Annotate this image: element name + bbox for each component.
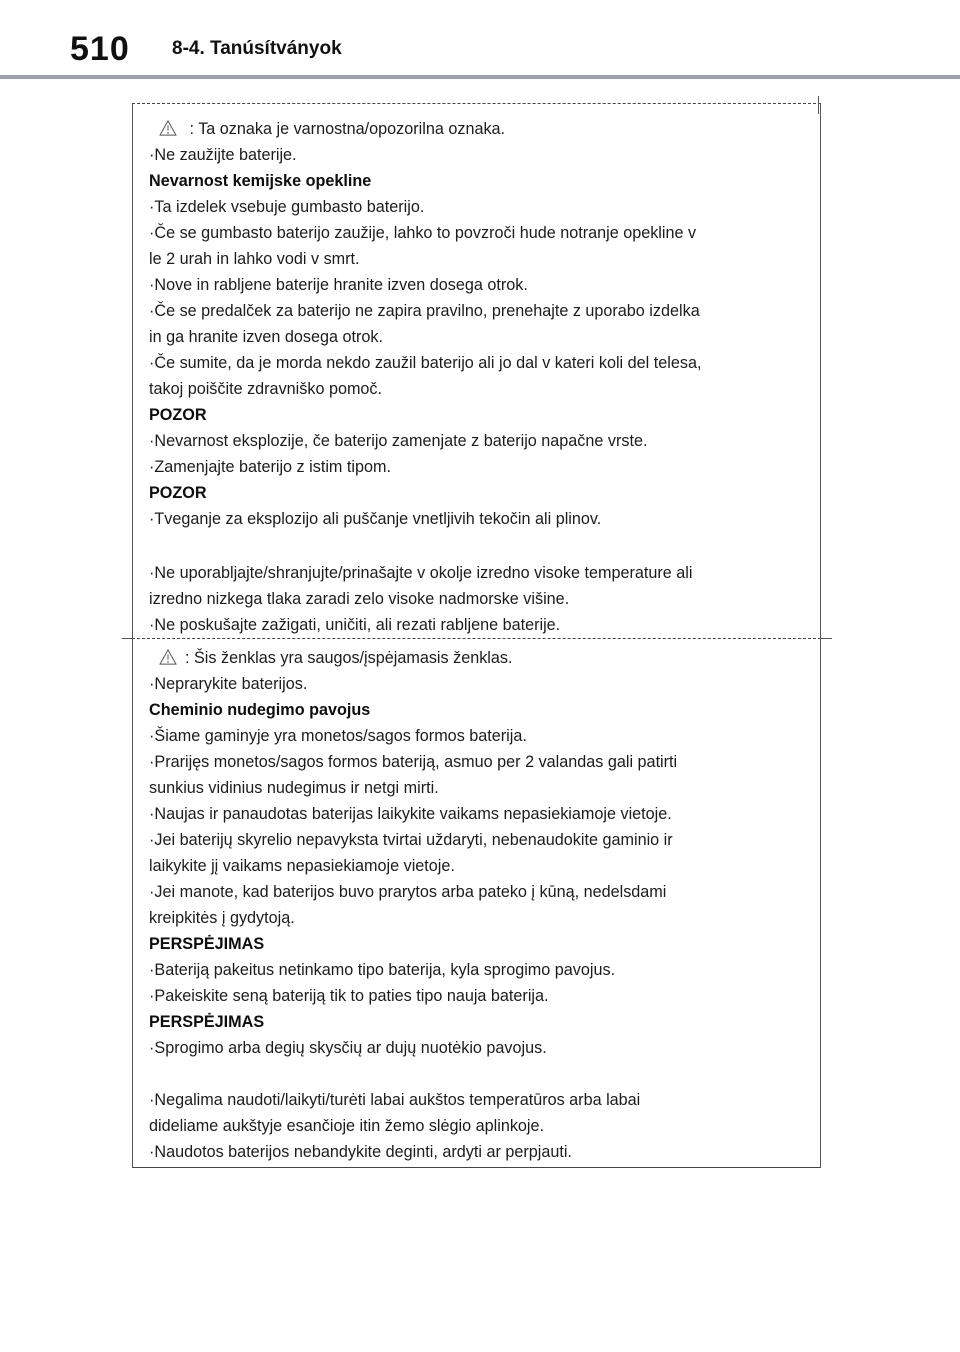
lithuanian-line: ·Neprarykite baterijos. — [149, 675, 308, 693]
slovenian-heading: POZOR — [149, 484, 207, 502]
lithuanian-line: ·Naujas ir panaudotas baterijas laikykite vaikams nepasiekiamoje vietoje. — [149, 805, 672, 823]
slovenian-warning-box — [132, 103, 821, 639]
slovenian-line: ·Zamenjajte baterijo z istim tipom. — [149, 458, 391, 476]
lithuanian-line-text: : Šis ženklas yra saugos/įspėjamasis ženklas. — [185, 649, 513, 667]
page-number: 510 — [70, 30, 130, 68]
lithuanian-line: sunkius vidinius nudegimus ir netgi mirti. — [149, 779, 439, 797]
lithuanian-line — [149, 649, 513, 668]
slovenian-line: ·Nevarnost eksplozije, če baterijo zamenjate z baterijo napačne vrste. — [149, 432, 648, 450]
lithuanian-line: ·Bateriją pakeitus netinkamo tipo baterija, kyla sprogimo pavojus. — [149, 961, 616, 979]
slovenian-line: izredno nizkega tlaka zaradi zelo visoke nadmorske višine. — [149, 590, 570, 608]
slovenian-line: ·Če se predalček za baterijo ne zapira pravilno, prenehajte z uporabo izdelka — [149, 302, 700, 320]
lithuanian-line: ·Negalima naudoti/laikyti/turėti labai aukštos temperatūros arba labai — [149, 1091, 641, 1109]
slovenian-line: ·Ne poskušajte zažigati, uničiti, ali rezati rabljene baterije. — [149, 616, 561, 634]
slovenian-line: in ga hranite izven dosega otrok. — [149, 328, 383, 346]
slovenian-line: ·Če sumite, da je morda nekdo zaužil baterijo ali jo dal v kateri koli del telesa, — [149, 354, 702, 372]
warning-triangle-icon — [159, 120, 177, 136]
lithuanian-heading: PERSPĖJIMAS — [149, 1013, 265, 1031]
corner-tick-middle-right — [818, 638, 832, 639]
slovenian-line: ·Ta izdelek vsebuje gumbasto baterijo. — [149, 198, 425, 216]
section-title: 8-4. Tanúsítványok — [172, 38, 342, 59]
corner-tick-top-right — [818, 96, 819, 114]
warning-triangle-icon — [159, 649, 177, 665]
page-header — [0, 0, 960, 80]
lithuanian-heading: Cheminio nudegimo pavojus — [149, 701, 371, 719]
lithuanian-line: ·Šiame gaminyje yra monetos/sagos formos baterija. — [149, 727, 527, 745]
lithuanian-line: ·Prarijęs monetos/sagos formos bateriją, asmuo per 2 valandas gali patirti — [149, 753, 678, 771]
lithuanian-line: laikykite jį vaikams nepasiekiamoje vietoje. — [149, 857, 455, 875]
slovenian-heading: Nevarnost kemijske opekline — [149, 172, 372, 190]
lithuanian-warning-box — [132, 638, 821, 1168]
header-rule — [0, 75, 960, 79]
slovenian-line: ·Ne uporabljajte/shranjujte/prinašajte v okolje izredno visoke temperature ali — [149, 564, 693, 582]
slovenian-line — [149, 120, 505, 139]
lithuanian-line: ·Jei baterijų skyrelio nepavyksta tvirtai uždaryti, nebenaudokite gaminio ir — [149, 831, 673, 849]
lithuanian-heading: PERSPĖJIMAS — [149, 935, 265, 953]
slovenian-line: takoj poiščite zdravniško pomoč. — [149, 380, 383, 398]
lithuanian-line: ·Naudotos baterijos nebandykite deginti, ardyti ar perpjauti. — [149, 1143, 572, 1161]
lithuanian-line: dideliame aukštyje esančioje itin žemo slėgio aplinkoje. — [149, 1117, 545, 1135]
lithuanian-line: kreipkitės į gydytoją. — [149, 909, 295, 927]
slovenian-line: ·Nove in rabljene baterije hranite izven dosega otrok. — [149, 276, 528, 294]
lithuanian-line: ·Sprogimo arba degių skysčių ar dujų nuotėkio pavojus. — [149, 1039, 547, 1057]
lithuanian-line: ·Jei manote, kad baterijos buvo prarytos arba pateko į kūną, nedelsdami — [149, 883, 667, 901]
slovenian-line: ·Ne zaužijte baterije. — [149, 146, 297, 164]
corner-tick-middle-left — [122, 638, 134, 639]
lithuanian-line: ·Pakeiskite seną bateriją tik to paties tipo nauja baterija. — [149, 987, 549, 1005]
slovenian-line: le 2 urah in lahko vodi v smrt. — [149, 250, 360, 268]
slovenian-heading: POZOR — [149, 406, 207, 424]
slovenian-line: ·Tveganje za eksplozijo ali puščanje vnetljivih tekočin ali plinov. — [149, 510, 602, 528]
slovenian-line-text: : Ta oznaka je varnostna/opozorilna oznaka. — [185, 120, 506, 138]
slovenian-line: ·Če se gumbasto baterijo zaužije, lahko to povzroči hude notranje opekline v — [149, 224, 697, 242]
